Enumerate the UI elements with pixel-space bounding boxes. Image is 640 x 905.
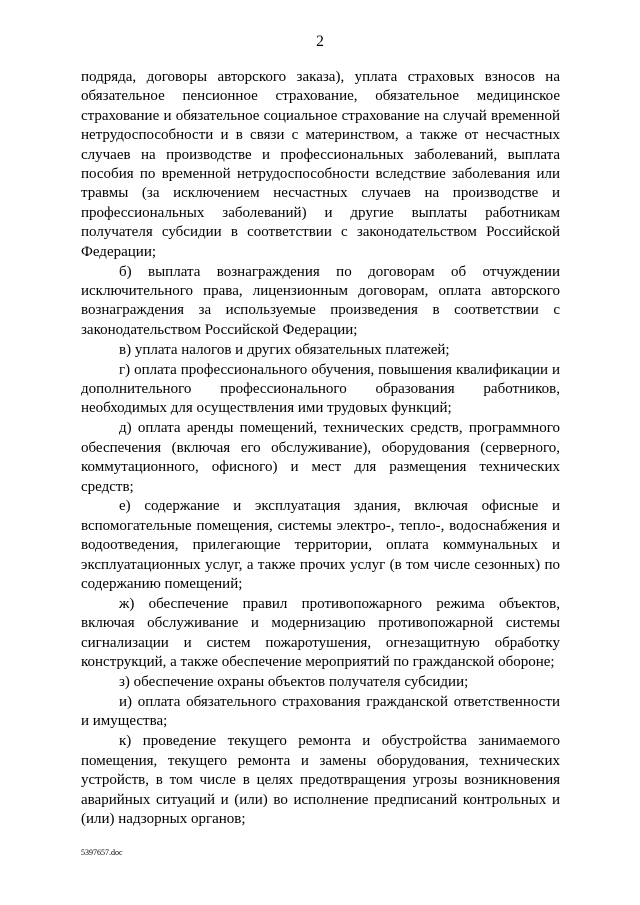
paragraph-item-z: з) обеспечение охраны объектов получателя субсидии; bbox=[119, 674, 469, 691]
paragraph-item-e: е) содержание и эксплуатация здания, включая офисные и вспомогательные помещения, системы электро-, тепло-, водоснабжения и водоотведения, прилегающие территории, оплата коммунальных и эксплуатационных услуг, а также прочих услуг (в том числе сезонных) по содержанию помещений; bbox=[81, 498, 560, 593]
paragraph-item-i: и) оплата обязательного страхования гражданской ответственности и имущества; bbox=[81, 694, 560, 730]
paragraph-item-k: к) проведение текущего ремонта и обустройства занимаемого помещения, текущего ремонта и замены оборудования, технических устройств, в том числе в целях предотвращения угрозы возникновения аварийных ситуаций и (или) во исполнение предписаний контрольных и (или) надзорных органов; bbox=[81, 733, 560, 827]
paragraph-item-d: д) оплата аренды помещений, технических средств, программного обеспечения (включая его обслуживание), оборудования (серверного, коммутационного, офисного) и мест для размещения технических средств; bbox=[81, 420, 560, 495]
document-file-code: 5397657.doc bbox=[81, 848, 123, 857]
paragraph-item-zh: ж) обеспечение правил противопожарного режима объектов, включая обслуживание и модернизацию противопожарной системы сигнализации и систем пожаротушения, огнезащитную обработку конструкций, а также обеспечение мероприятий по гражданской обороне; bbox=[81, 595, 560, 671]
paragraph-item-g: г) оплата профессионального обучения, повышения квалификации и дополнительного профессионального образования работников, необходимых для осуществления ими трудовых функций; bbox=[81, 361, 560, 417]
paragraph-item-v: в) уплата налогов и других обязательных платежей; bbox=[119, 341, 450, 358]
paragraph-item-b: б) выплата вознаграждения по договорам об отчуждении исключительного права, лицензионным договорам, оплата авторского вознаграждения за используемые произведения в соответствии с законодательством Российской Федерации; bbox=[81, 263, 560, 338]
paragraph-continuation: подряда, договоры авторского заказа), уплата страховых взносов на обязательное пенсионное страхование, обязательное медицинское страхование и обязательное социальное страхование на случай временной нетрудоспособности и в связи с материнством, а также от несчастных случаев на производстве и профессиональных заболеваний, выплата пособия по временной нетрудоспособности вследствие заболевания или травмы (за исключением несчастных случаев на производстве и профессиональных заболеваний) и другие выплаты работникам получателя субсидии в соответствии с законодательством Российской Федерации; bbox=[81, 69, 560, 260]
document-body bbox=[81, 68, 560, 829]
page-number: 2 bbox=[316, 33, 324, 50]
